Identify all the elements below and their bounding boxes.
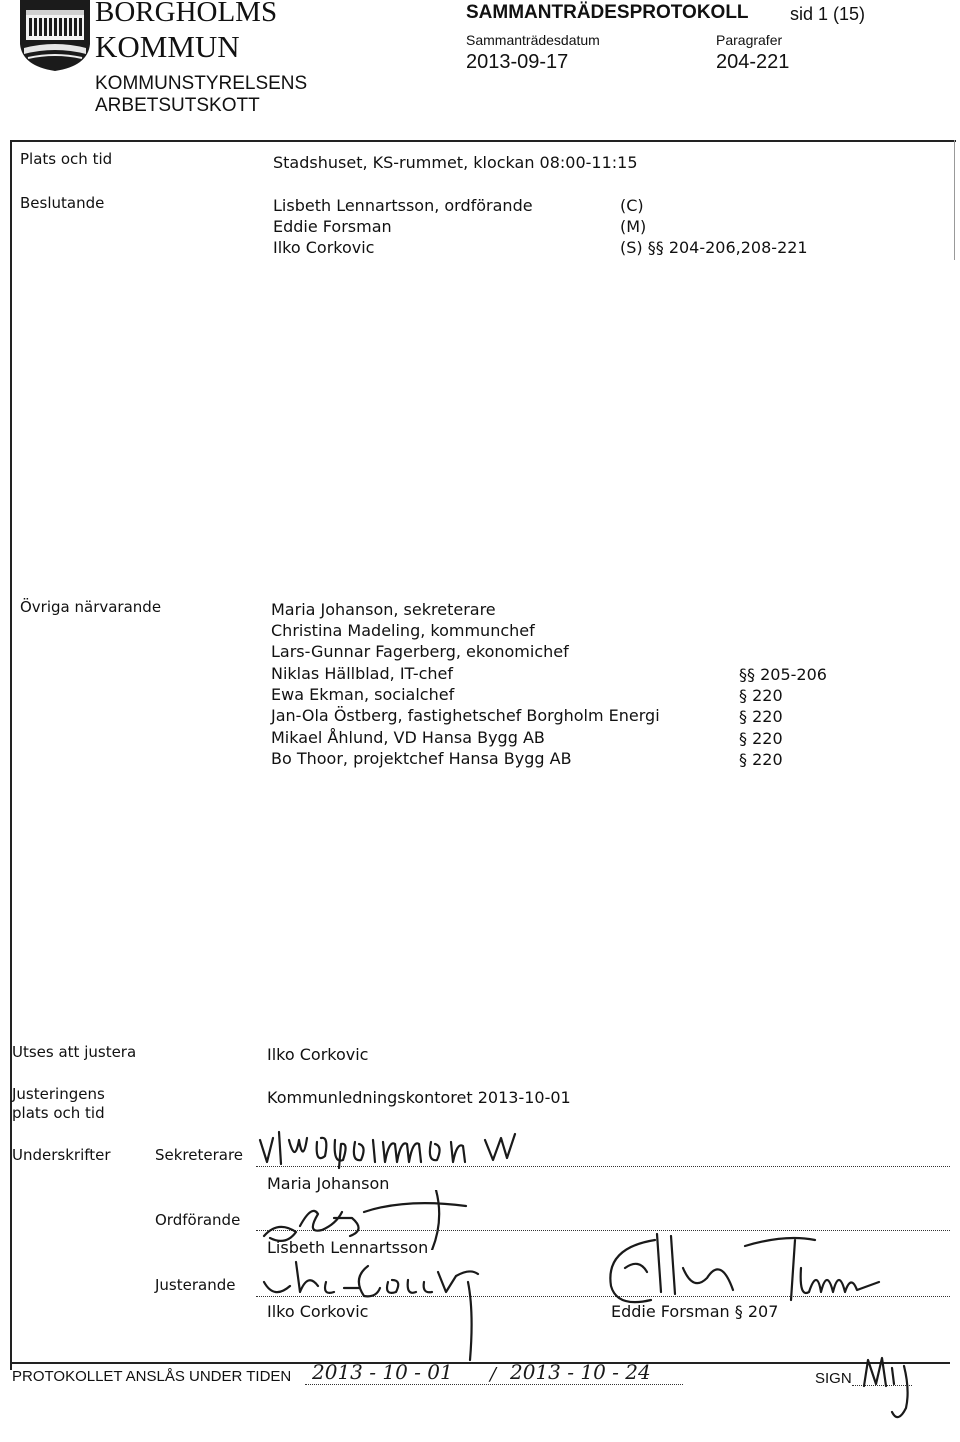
other-attendee-4-ref: §§ 205-206 <box>739 665 827 684</box>
signatures-label: Underskrifter <box>12 1146 111 1164</box>
posted-date-to: 2013 - 10 - 24 <box>510 1360 651 1384</box>
sign-label: SIGN <box>815 1370 852 1387</box>
other-attendee-8: Bo Thoor, projektchef Hansa Bygg AB <box>271 749 572 768</box>
other-attendee-8-ref: § 220 <box>739 750 783 769</box>
other-attendee-4: Niklas Hällblad, IT-chef <box>271 664 454 683</box>
org-name-line1: BORGHOLMS <box>95 0 278 28</box>
adjuster-value: Ilko Corkovic <box>267 1045 369 1064</box>
secretary-name: Maria Johanson <box>267 1174 390 1193</box>
deciding-name-3: Ilko Corkovic <box>273 238 375 257</box>
meeting-date-label: Sammanträdesdatum <box>466 32 600 48</box>
place-label: Plats och tid <box>20 150 113 168</box>
other-attendee-6-ref: § 220 <box>739 707 783 726</box>
deciding-party-2: (M) <box>620 217 647 236</box>
deciding-party-1: (C) <box>620 196 644 215</box>
dept-name-line2: ARBETSUTSKOTT <box>95 95 260 116</box>
right-margin-mark <box>954 140 955 260</box>
posted-date-from: 2013 - 10 - 01 <box>312 1360 453 1384</box>
adjustment-place-value: Kommunledningskontoret 2013-10-01 <box>267 1088 571 1107</box>
adjuster-role: Justerande <box>155 1276 236 1294</box>
paragraphs-label: Paragrafer <box>716 32 783 48</box>
posted-date-separator: / <box>490 1364 497 1385</box>
posted-label: PROTOKOLLET ANSLÅS UNDER TIDEN <box>12 1368 292 1385</box>
second-adjuster-name: Eddie Forsman § 207 <box>611 1302 779 1321</box>
adjuster-label: Utses att justera <box>12 1043 137 1061</box>
secretary-signature <box>255 1120 615 1170</box>
other-attendee-7-ref: § 220 <box>739 729 783 748</box>
municipal-crest-icon <box>18 0 92 72</box>
second-adjuster-signature <box>595 1228 885 1308</box>
footer-divider <box>10 1362 950 1364</box>
place-value: Stadshuset, KS-rummet, klockan 08:00-11:15 <box>273 153 638 172</box>
deciding-name-2: Eddie Forsman <box>273 217 392 236</box>
meeting-date-value: 2013-09-17 <box>466 51 569 73</box>
other-attendee-1: Maria Johanson, sekreterare <box>271 600 496 619</box>
paragraphs-value: 204-221 <box>716 51 790 73</box>
other-attendee-5-ref: § 220 <box>739 686 783 705</box>
dept-name-line1: KOMMUNSTYRELSENS <box>95 73 308 94</box>
left-border <box>10 140 12 1370</box>
adjustment-place-label-1: Justeringens <box>12 1085 105 1103</box>
org-name-line2: KOMMUN <box>95 29 240 64</box>
other-attendee-7: Mikael Åhlund, VD Hansa Bygg AB <box>271 728 545 747</box>
deciding-label: Beslutande <box>20 194 105 212</box>
page-info: sid 1 (15) <box>790 4 866 24</box>
other-attendee-6: Jan-Ola Östberg, fastighetschef Borgholm Energi <box>271 706 660 725</box>
deciding-party-3: (S) §§ 204-206,208-221 <box>620 238 808 257</box>
header-divider <box>10 140 956 142</box>
secretary-role: Sekreterare <box>155 1146 244 1164</box>
other-attendee-2: Christina Madeling, kommunchef <box>271 621 535 640</box>
other-attendee-5: Ewa Ekman, socialchef <box>271 685 455 704</box>
others-label: Övriga närvarande <box>20 598 162 616</box>
adjustment-place-label-2: plats och tid <box>12 1104 105 1122</box>
adjuster-name: Ilko Corkovic <box>267 1302 369 1321</box>
initials-signature <box>858 1346 918 1426</box>
document-title: SAMMANTRÄDESPROTOKOLL <box>466 2 749 23</box>
other-attendee-3: Lars-Gunnar Fagerberg, ekonomichef <box>271 642 569 661</box>
chair-role: Ordförande <box>155 1211 241 1229</box>
deciding-name-1: Lisbeth Lennartsson, ordförande <box>273 196 533 215</box>
chair-name: Lisbeth Lennartsson <box>267 1238 429 1257</box>
